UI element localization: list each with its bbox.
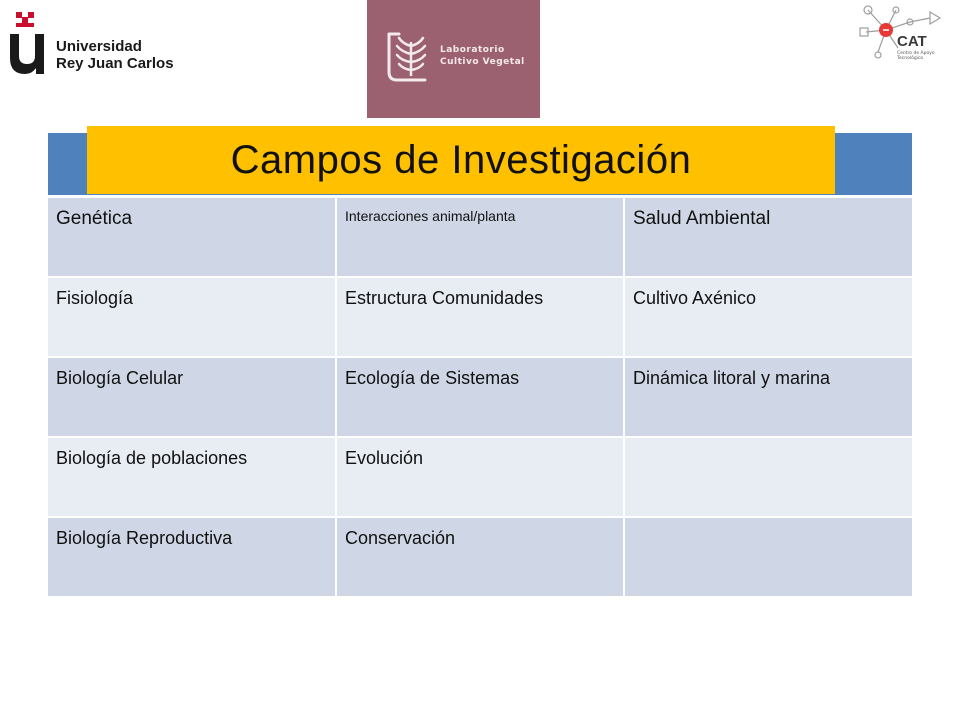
- table-cell: Interacciones animal/planta: [337, 196, 625, 276]
- title-box: [87, 126, 835, 194]
- table-cell: Conservación: [337, 516, 625, 596]
- table-cell: Salud Ambiental: [625, 196, 912, 276]
- urjc-name-line1: Universidad: [56, 38, 142, 55]
- table-cell: [625, 516, 912, 596]
- research-table: [48, 196, 912, 596]
- cat-network-icon: [848, 0, 948, 72]
- lab-name-line2: Cultivo Vegetal: [440, 57, 525, 67]
- table-cell: Dinámica litoral y marina: [625, 356, 912, 436]
- table-cell: Ecología de Sistemas: [337, 356, 625, 436]
- table-cell: Cultivo Axénico: [625, 276, 912, 356]
- page-title: Campos de Investigación: [230, 137, 692, 182]
- table-cell: Biología Celular: [48, 356, 337, 436]
- table-row: [48, 356, 912, 436]
- table-row: [48, 436, 912, 516]
- table-cell: Evolución: [337, 436, 625, 516]
- cat-sub2: Tecnológico: [897, 56, 924, 61]
- cat-sub1: Centro de Apoyo: [897, 51, 935, 56]
- table-cell: Estructura Comunidades: [337, 276, 625, 356]
- table-row: [48, 276, 912, 356]
- cat-name: CAT: [897, 33, 927, 50]
- table-cell: Genética: [48, 196, 337, 276]
- urjc-u-icon: [8, 12, 48, 74]
- leaf-icon: [385, 32, 431, 82]
- table-cell: Biología Reproductiva: [48, 516, 337, 596]
- table-cell: Fisiología: [48, 276, 337, 356]
- cat-logo: [848, 0, 948, 72]
- table-cell: [625, 436, 912, 516]
- urjc-name-line2: Rey Juan Carlos: [56, 55, 174, 72]
- table-row: [48, 196, 912, 276]
- table-row: [48, 516, 912, 596]
- lab-logo: [367, 0, 540, 118]
- lab-name-line1: Laboratorio: [440, 45, 505, 55]
- urjc-logo: [8, 12, 174, 74]
- table-cell: Biología de poblaciones: [48, 436, 337, 516]
